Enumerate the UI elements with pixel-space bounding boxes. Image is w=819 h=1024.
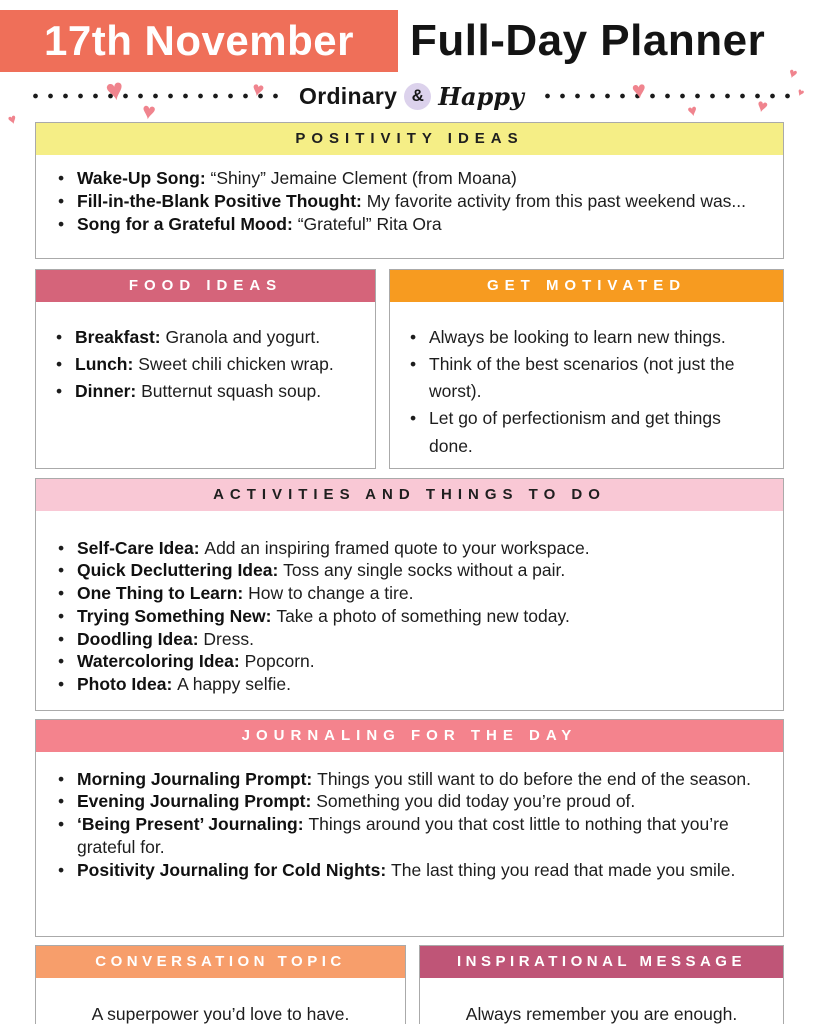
item-text: Granola and yogurt. bbox=[165, 327, 321, 347]
list-item bbox=[50, 859, 755, 882]
date-badge bbox=[0, 10, 398, 72]
brand-ampersand: & bbox=[411, 86, 424, 105]
item-text: Let go of perfectionism and get things done. bbox=[429, 408, 721, 456]
item-label: Doodling Idea: bbox=[77, 628, 204, 649]
item-text: Take a photo of something new today. bbox=[276, 605, 570, 626]
item-text: “Grateful” Rita Ora bbox=[297, 213, 442, 234]
positivity-list bbox=[36, 155, 783, 258]
section-positivity bbox=[35, 122, 784, 259]
item-label: Morning Journaling Prompt: bbox=[77, 768, 318, 789]
item-text: Something you did today you’re proud of. bbox=[316, 791, 636, 812]
activities-header: ACTIVITIES AND THINGS TO DO bbox=[36, 479, 783, 511]
food-header: FOOD IDEAS bbox=[36, 270, 375, 302]
row-food-motivated bbox=[35, 269, 784, 469]
section-food bbox=[35, 269, 376, 469]
list-item bbox=[402, 405, 759, 459]
inspirational-message: Always remember you are enough. bbox=[465, 1003, 738, 1024]
item-label: Dinner: bbox=[75, 381, 142, 402]
list-item bbox=[50, 813, 755, 859]
list-item bbox=[48, 351, 351, 378]
section-conversation bbox=[35, 945, 406, 1024]
dotted-line-left bbox=[28, 93, 283, 99]
item-label: Watercoloring Idea: bbox=[77, 651, 245, 672]
journaling-header: JOURNALING FOR THE DAY bbox=[36, 720, 783, 752]
item-text: Think of the best scenarios (not just the worst). bbox=[429, 354, 735, 402]
list-item bbox=[50, 790, 755, 813]
list-item bbox=[48, 324, 351, 351]
item-text: My favorite activity from this past weekend was... bbox=[366, 190, 747, 211]
motivated-list bbox=[390, 302, 783, 468]
list-item bbox=[50, 582, 755, 605]
list-item bbox=[50, 167, 755, 190]
list-item bbox=[50, 190, 755, 213]
section-journaling bbox=[35, 719, 784, 937]
item-label: One Thing to Learn: bbox=[77, 583, 249, 604]
item-label: Breakfast: bbox=[75, 327, 166, 347]
row-conversation-inspirational bbox=[35, 945, 784, 1024]
item-label: Wake-Up Song: bbox=[77, 168, 211, 188]
item-label: Song for a Grateful Mood: bbox=[77, 213, 298, 234]
brand-row bbox=[0, 78, 819, 114]
item-text: Always be looking to learn new things. bbox=[429, 327, 726, 347]
page-title: Full-Day Planner bbox=[410, 16, 766, 65]
brand-logo bbox=[283, 82, 540, 111]
item-text: Toss any single socks without a pair. bbox=[283, 560, 566, 581]
item-label: Quick Decluttering Idea: bbox=[77, 560, 284, 581]
list-item bbox=[50, 213, 755, 236]
conversation-message: A superpower you’d love to have. bbox=[91, 1003, 350, 1024]
list-item bbox=[50, 605, 755, 628]
item-text: Butternut squash soup. bbox=[141, 381, 322, 402]
item-text: Popcorn. bbox=[244, 651, 315, 672]
item-text: How to change a tire. bbox=[248, 583, 414, 604]
item-text: Things you still want to do before the end of the season. bbox=[317, 768, 752, 789]
brand-ordinary: Ordinary bbox=[299, 82, 398, 109]
item-label: Photo Idea: bbox=[77, 674, 178, 695]
item-label: Evening Journaling Prompt: bbox=[77, 791, 317, 812]
food-list bbox=[36, 302, 375, 438]
list-item bbox=[50, 559, 755, 582]
date-text: 17th November bbox=[44, 17, 354, 64]
list-item bbox=[50, 650, 755, 673]
section-activities bbox=[35, 478, 784, 711]
item-text: “Shiny” Jemaine Clement (from Moana) bbox=[210, 168, 517, 188]
item-text: Sweet chili chicken wrap. bbox=[138, 354, 334, 375]
conversation-header: CONVERSATION TOPIC bbox=[36, 946, 405, 978]
list-item bbox=[50, 537, 755, 560]
content-area bbox=[0, 122, 819, 1024]
list-item bbox=[402, 324, 759, 351]
item-label: Lunch: bbox=[75, 354, 139, 375]
item-text: Dress. bbox=[203, 628, 254, 649]
item-label: Positivity Journaling for Cold Nights: bbox=[77, 859, 392, 880]
item-label: Fill-in-the-Blank Positive Thought: bbox=[77, 190, 367, 211]
motivated-header: GET MOTIVATED bbox=[390, 270, 783, 302]
positivity-header: POSITIVITY IDEAS bbox=[36, 123, 783, 155]
inspirational-header: INSPIRATIONAL MESSAGE bbox=[420, 946, 783, 978]
item-text: Add an inspiring framed quote to your workspace. bbox=[204, 537, 590, 558]
item-label: ‘Being Present’ Journaling: bbox=[77, 814, 309, 835]
list-item bbox=[48, 378, 351, 405]
item-text: Things around you that cost little to nothing that you’re grateful for. bbox=[77, 814, 729, 857]
item-text: A happy selfie. bbox=[177, 674, 291, 695]
section-motivated bbox=[389, 269, 784, 469]
list-item bbox=[50, 628, 755, 651]
list-item bbox=[50, 673, 755, 696]
dotted-line-right bbox=[540, 93, 795, 99]
brand-happy: Happy bbox=[438, 81, 524, 111]
brand-ampersand-circle bbox=[404, 83, 431, 110]
item-text: The last thing you read that made you smile. bbox=[391, 859, 736, 880]
item-label: Self-Care Idea: bbox=[77, 537, 205, 558]
journaling-list bbox=[36, 752, 783, 936]
page-header bbox=[0, 10, 819, 72]
item-label: Trying Something New: bbox=[77, 605, 277, 626]
list-item bbox=[402, 351, 759, 405]
section-inspirational bbox=[419, 945, 784, 1024]
list-item bbox=[50, 768, 755, 791]
activities-list bbox=[36, 511, 783, 710]
